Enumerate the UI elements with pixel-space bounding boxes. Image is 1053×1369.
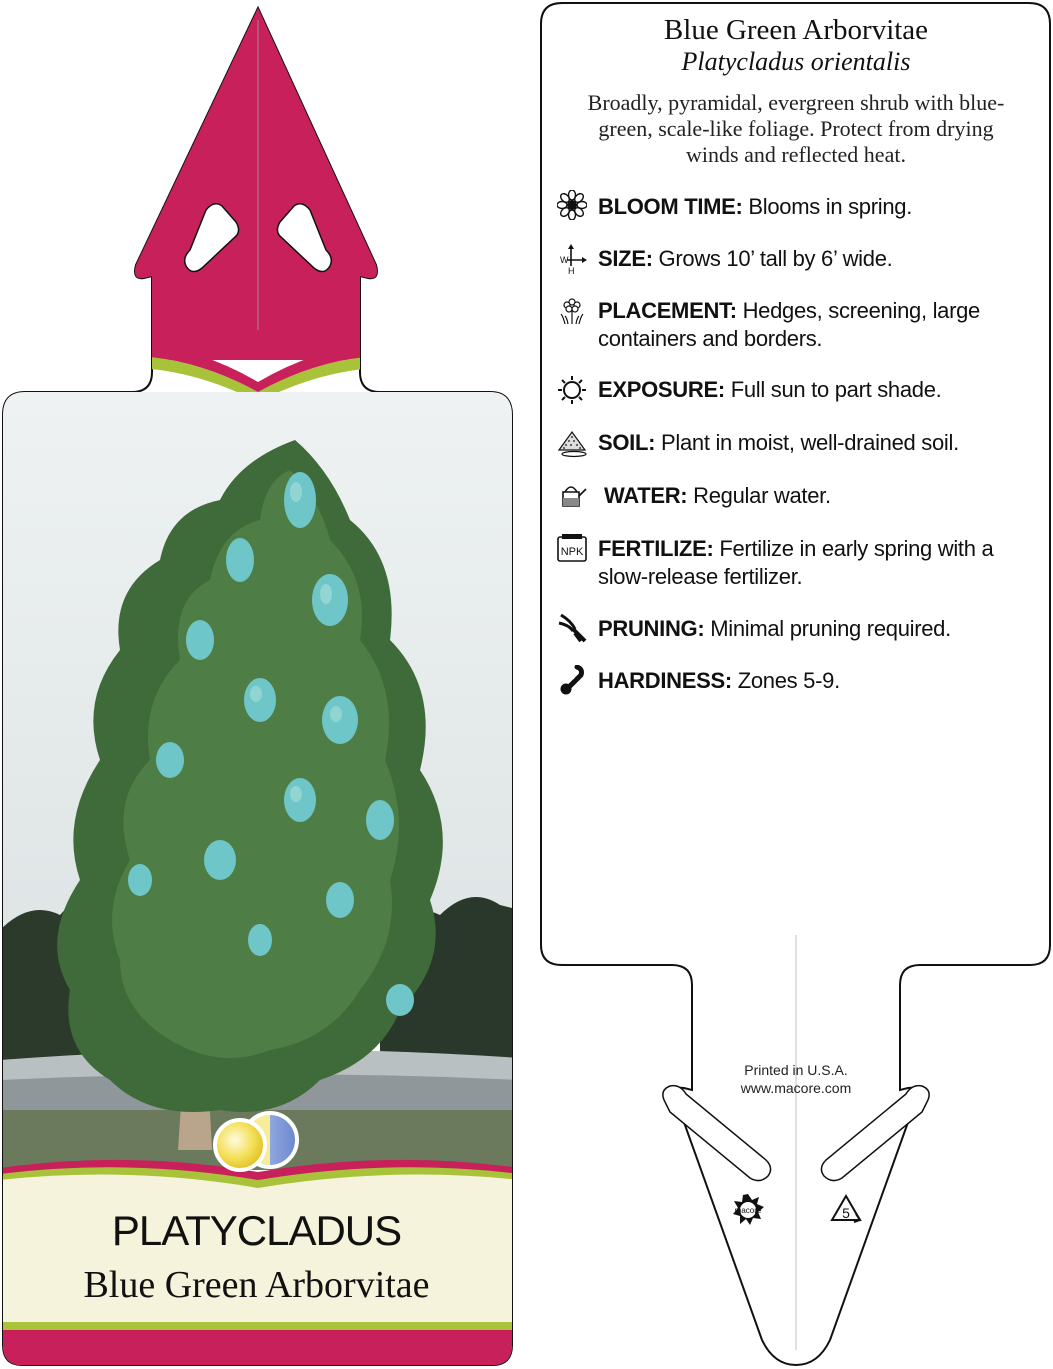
care-row-exposure: EXPOSURE: Full sun to part shade. [598, 377, 942, 402]
front-common-name: Blue Green Arborvitae [83, 1264, 430, 1306]
flower-icon [557, 190, 587, 220]
full-sun-badge-icon [215, 1120, 265, 1170]
watering-can-icon [557, 480, 587, 510]
soil-pile-icon [557, 428, 587, 458]
care-row-placement: PLACEMENT: Hedges, screening, large containers and borders. [598, 298, 980, 351]
plants-icon [557, 296, 587, 326]
sun-icon [557, 375, 587, 405]
care-row-hardiness: HARDINESS: Zones 5-9. [598, 668, 840, 693]
website: www.macore.com [740, 1080, 852, 1096]
front-tag [0, 0, 520, 1369]
back-common-name: Blue Green Arborvitae [663, 14, 929, 46]
plant-description: Broadly, pyramidal, evergreen shrub with blue-green, scale-like foliage. Protect from drying winds and reflected heat. [587, 90, 1005, 167]
arrow-head-band [0, 0, 520, 360]
exposure-badges [215, 1113, 297, 1170]
svg-text:W: W [560, 255, 569, 265]
pruners-icon [557, 613, 587, 643]
npk-bag-icon [557, 533, 587, 563]
thermometer-icon [557, 665, 587, 695]
botanical-name: Platycladus orientalis [681, 47, 911, 76]
size-arrows-icon [557, 244, 587, 274]
care-row-water: WATER: Regular water. [604, 483, 831, 508]
care-row-pruning: PRUNING: Minimal pruning required. [598, 616, 951, 641]
care-row-bloom: BLOOM TIME: Blooms in spring. [598, 194, 913, 219]
svg-text:macore: macore [734, 1206, 762, 1215]
svg-text:NPK: NPK [560, 546, 584, 558]
plant-photo [0, 392, 520, 1170]
printed-in: Printed in U.S.A. [744, 1062, 848, 1078]
svg-text:5: 5 [842, 1205, 850, 1221]
front-genus: PLATYCLADUS [111, 1207, 402, 1254]
care-row-fertilize: FERTILIZE: Fertilize in early spring with a slow-release fertilizer. [598, 536, 994, 589]
svg-text:H: H [568, 266, 575, 274]
care-row-size: SIZE: Grows 10’ tall by 6’ wide. [598, 246, 893, 271]
care-row-soil: SOIL: Plant in moist, well-drained soil. [598, 430, 959, 455]
